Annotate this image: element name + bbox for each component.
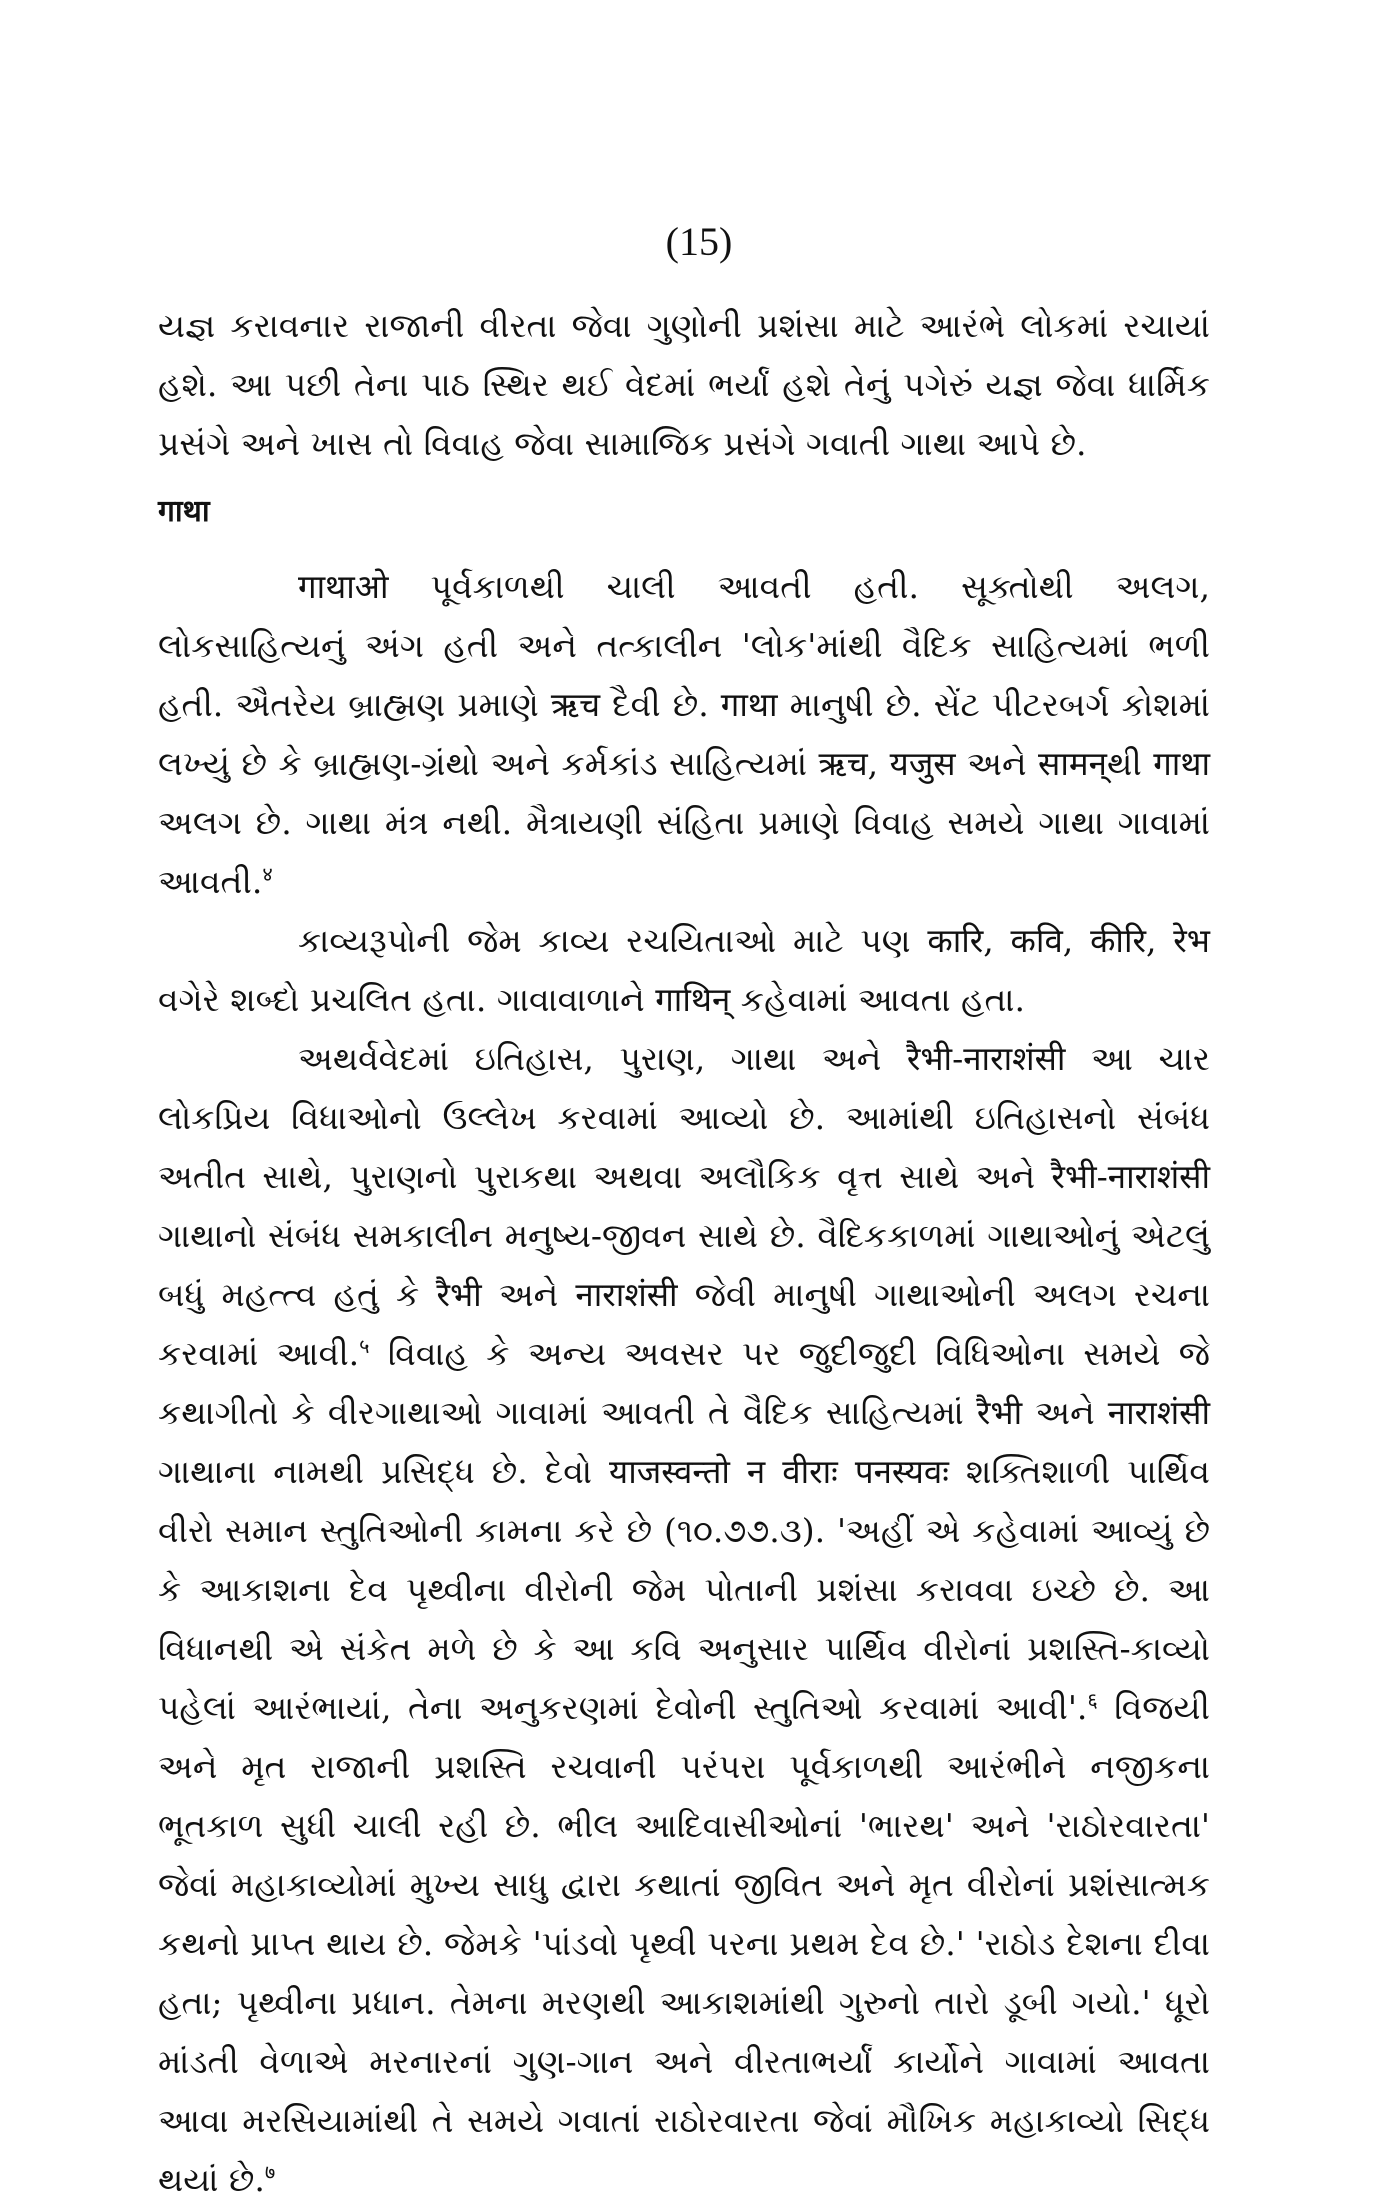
paragraph-atharvaveda — [158, 1029, 1210, 2209]
paragraph-kavya: કાવ્યરૂપોની જેમ કાવ્ય રચયિતાઓ માટે પણ कारि, कवि, कीरि, रेभ વગેરે શબ્દો પ્રચલિત હતા. ગાવાવાળાને गाथिन्‌ કહેવામાં આવતા હતા. — [158, 921, 1210, 1019]
section-heading: गाथा — [158, 494, 210, 529]
footnote-marker: ६ — [1087, 1688, 1098, 1712]
footnote-marker: ५ — [359, 1334, 370, 1358]
page-number: (15) — [665, 219, 733, 264]
paragraph-atharvaveda-text-2: વિવાહ કે અન્ય અવસર પર જુદીજુદી વિધિઓના સમયે જે કથાગીતો કે વીરગાથાઓ ગાવામાં આવતી તે વૈદિક સાહિત્યમાં रैभी અને नाराशंसी ગાથાના નામથી પ્રસિદ્ધ છે. દેવો याजस्वन्तो न वीराः पनस्यवः શક્તિશાળી પાર્થિવ વીરો સમાન સ્તુતિઓની કામના કરે છે (૧૦.૭૭.૩). 'અહીં એ કહેવામાં આવ્યું છે કે આકાશના દેવ પૃથ્વીના વીરોની જેમ પોતાની પ્રશંસા કરાવવા ઇચ્છે છે. આ વિધાનથી એ સંકેત મળે છે કે આ કવિ અનુસાર પાર્થિવ વીરોનાં પ્રશસ્તિ-કાવ્યો પહેલાં આરંભાયાં, તેના અનુકરણમાં દેવોની સ્તુતિઓ કરવામાં આવી'. — [158, 1334, 1210, 1727]
footnote-marker: ७ — [264, 2160, 276, 2184]
paragraph-gatha-text: गाथाओ પૂર્વકાળથી ચાલી આવતી હતી. સૂક્તોથી અલગ, લોકસાહિત્યનું અંગ હતી અને તત્કાલીન 'લોક'માંથી વૈદિક સાહિત્યમાં ભળી હતી. ઐતરેય બ્રાહ્મણ પ્રમાણે ऋच દૈવી છે. गाथा માનુષી છે. સેંટ પીટરબર્ગ કોશમાં લખ્યું છે કે બ્રાહ્મણ-ગ્રંથો અને કર્મકાંડ સાહિત્યમાં ऋच, यजुस અને सामन्‌થી गाथा અલગ છે. ગાથા મંત્ર નથી. મૈત્રાયણી સંહિતા પ્રમાણે વિવાહ સમયે ગાથા ગાવામાં આવતી. — [158, 567, 1210, 901]
intro-paragraph: યજ્ઞ કરાવનાર રાજાની વીરતા જેવા ગુણોની પ્રશંસા માટે આરંભે લોકમાં રચાયાં હશે. આ પછી તેના પાઠ સ્થિર થઈ વેદમાં ભર્યાં હશે તેનું પગેરું યજ્ઞ જેવા ધાર્મિક પ્રસંગે અને ખાસ તો વિવાહ જેવા સામાજિક પ્રસંગે ગવાતી ગાથા આપે છે. — [158, 306, 1210, 463]
paragraph-atharvaveda-text-1: અથર્વવેદમાં ઇતિહાસ, પુરાણ, ગાથા અને रैभी-नाराशंसी આ ચાર લોકપ્રિય વિધાઓનો ઉલ્લેખ કરવામાં આવ્યો છે. આમાંથી ઇતિહાસનો સંબંધ અતીત સાથે, પુરાણનો પુરાકથા અથવા અલૌકિક વૃત્ત સાથે અને रैभी-नाराशंसी ગાથાનો સંબંધ સમકાલીન મનુષ્ય-જીવન સાથે છે. વૈદિકકાળમાં ગાથાઓનું એટલું બધું મહત્ત્વ હતું કે रैभी અને नाराशंसी જેવી માનુષી ગાથાઓની અલગ રચના કરવામાં આવી. — [158, 1039, 1210, 1373]
body-text — [158, 296, 1210, 2209]
paragraph-atharvaveda-text-3: વિજયી અને મૃત રાજાની પ્રશસ્તિ રચવાની પરંપરા પૂર્વકાળથી આરંભીને નજીકના ભૂતકાળ સુધી ચાલી રહી છે. ભીલ આદિવાસીઓનાં 'ભારથ' અને 'રાઠોરવારતા' જેવાં મહાકાવ્યોમાં મુખ્ય સાધુ દ્વારા કથાતાં જીવિત અને મૃત વીરોનાં પ્રશંસાત્મક કથનો પ્રાપ્ત થાય છે. જેમકે 'પાંડવો પૃથ્વી પરના પ્રથમ દેવ છે.' 'રાઠોડ દેશના દીવા હતા; પૃથ્વીના પ્રધાન. તેમના મરણથી આકાશમાંથી ગુરુનો તારો ડૂબી ગયો.' ધૂરો માંડતી વેળાએ મરનારનાં ગુણ-ગાન અને વીરતાભર્યાં કાર્યોને ગાવામાં આવતા આવા મરસિયામાંથી તે સમયે ગવાતાં રાઠોરવારતા જેવાં મૌખિક મહાકાવ્યો સિદ્ધ થયાં છે. — [158, 1688, 1210, 2199]
footnote-marker: ४ — [262, 862, 273, 886]
paragraph-gatha — [158, 557, 1210, 911]
